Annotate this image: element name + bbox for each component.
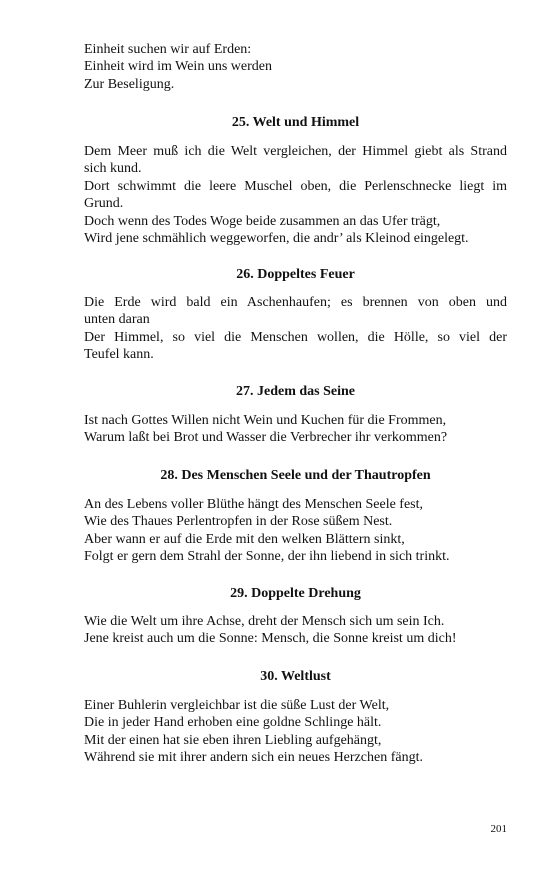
verse-line: Teufel kann.	[84, 347, 154, 363]
verse-line: Grund.	[84, 196, 124, 212]
poem-body	[84, 412, 507, 447]
verse-line: Dem Meer muß ich die Welt vergleichen, der Himmel giebt als Strand	[84, 144, 507, 159]
poem-body	[84, 294, 507, 364]
verse-line: Während sie mit ihrer andern sich ein neues Herzchen fängt.	[84, 750, 423, 766]
verse-line: Warum laßt bei Brot und Wasser die Verbrecher ihr verkommen?	[84, 430, 448, 446]
verse-line: Die in jeder Hand erhoben eine goldne Schlinge hält.	[84, 715, 382, 731]
verse-line: Einheit suchen wir auf Erden:	[84, 42, 252, 57]
verse-line: Wie des Thaues Perlentropfen in der Rose süßem Nest.	[84, 514, 393, 530]
verse-line: Wird jene schmählich weggeworfen, die andr’ als Kleinod eingelegt.	[84, 231, 469, 247]
verse-line: Zur Beseligung.	[84, 76, 175, 92]
poem-title: 29. Doppelte Drehung	[230, 586, 361, 601]
verse-line: Mit der einen hat sie eben ihren Liebling aufgehängt,	[84, 732, 382, 748]
verse-line: Ist nach Gottes Willen nicht Wein und Kuchen für die Frommen,	[84, 413, 447, 428]
poem-body	[84, 143, 507, 247]
verse-line: unten daran	[84, 312, 150, 328]
poem-body	[84, 496, 507, 566]
verse-line: An des Lebens voller Blüthe hängt des Menschen Seele fest,	[84, 497, 424, 512]
verse-line: Dort schwimmt die leere Muschel oben, die Perlenschnecke liegt im	[84, 178, 507, 194]
intro-stanza	[84, 41, 507, 93]
poem-title: 25. Welt und Himmel	[231, 115, 360, 130]
verse-line: Der Himmel, so viel die Menschen wollen, die Hölle, so viel der	[84, 329, 507, 345]
poem-title: 27. Jedem das Seine	[236, 384, 355, 399]
verse-line: Die Erde wird bald ein Aschenhaufen; es brennen von oben und	[84, 295, 507, 310]
verse-line: sich kund.	[84, 161, 142, 177]
verse-line: Einer Buhlerin vergleichbar ist die süße Lust der Welt,	[84, 698, 390, 713]
page-number: 201	[490, 823, 507, 835]
verse-line: Jene kreist auch um die Sonne: Mensch, die Sonne kreist um dich!	[84, 631, 457, 647]
verse-line: Doch wenn des Todes Woge beide zusammen an das Ufer trägt,	[84, 213, 441, 229]
poem-title: 30. Weltlust	[260, 669, 331, 684]
poem-body	[84, 697, 507, 767]
poem-title: 28. Des Menschen Seele und der Thautropfen	[160, 468, 431, 483]
verse-line: Folgt er gern dem Strahl der Sonne, der ihn liebend in sich trinkt.	[84, 549, 450, 565]
verse-line: Aber wann er auf die Erde mit den welken Blättern sinkt,	[84, 531, 405, 547]
poem-title: 26. Doppeltes Feuer	[236, 267, 355, 282]
verse-line: Einheit wird im Wein uns werden	[84, 59, 272, 75]
verse-line: Wie die Welt um ihre Achse, dreht der Mensch sich um sein Ich.	[84, 614, 445, 629]
poem-body	[84, 613, 507, 648]
